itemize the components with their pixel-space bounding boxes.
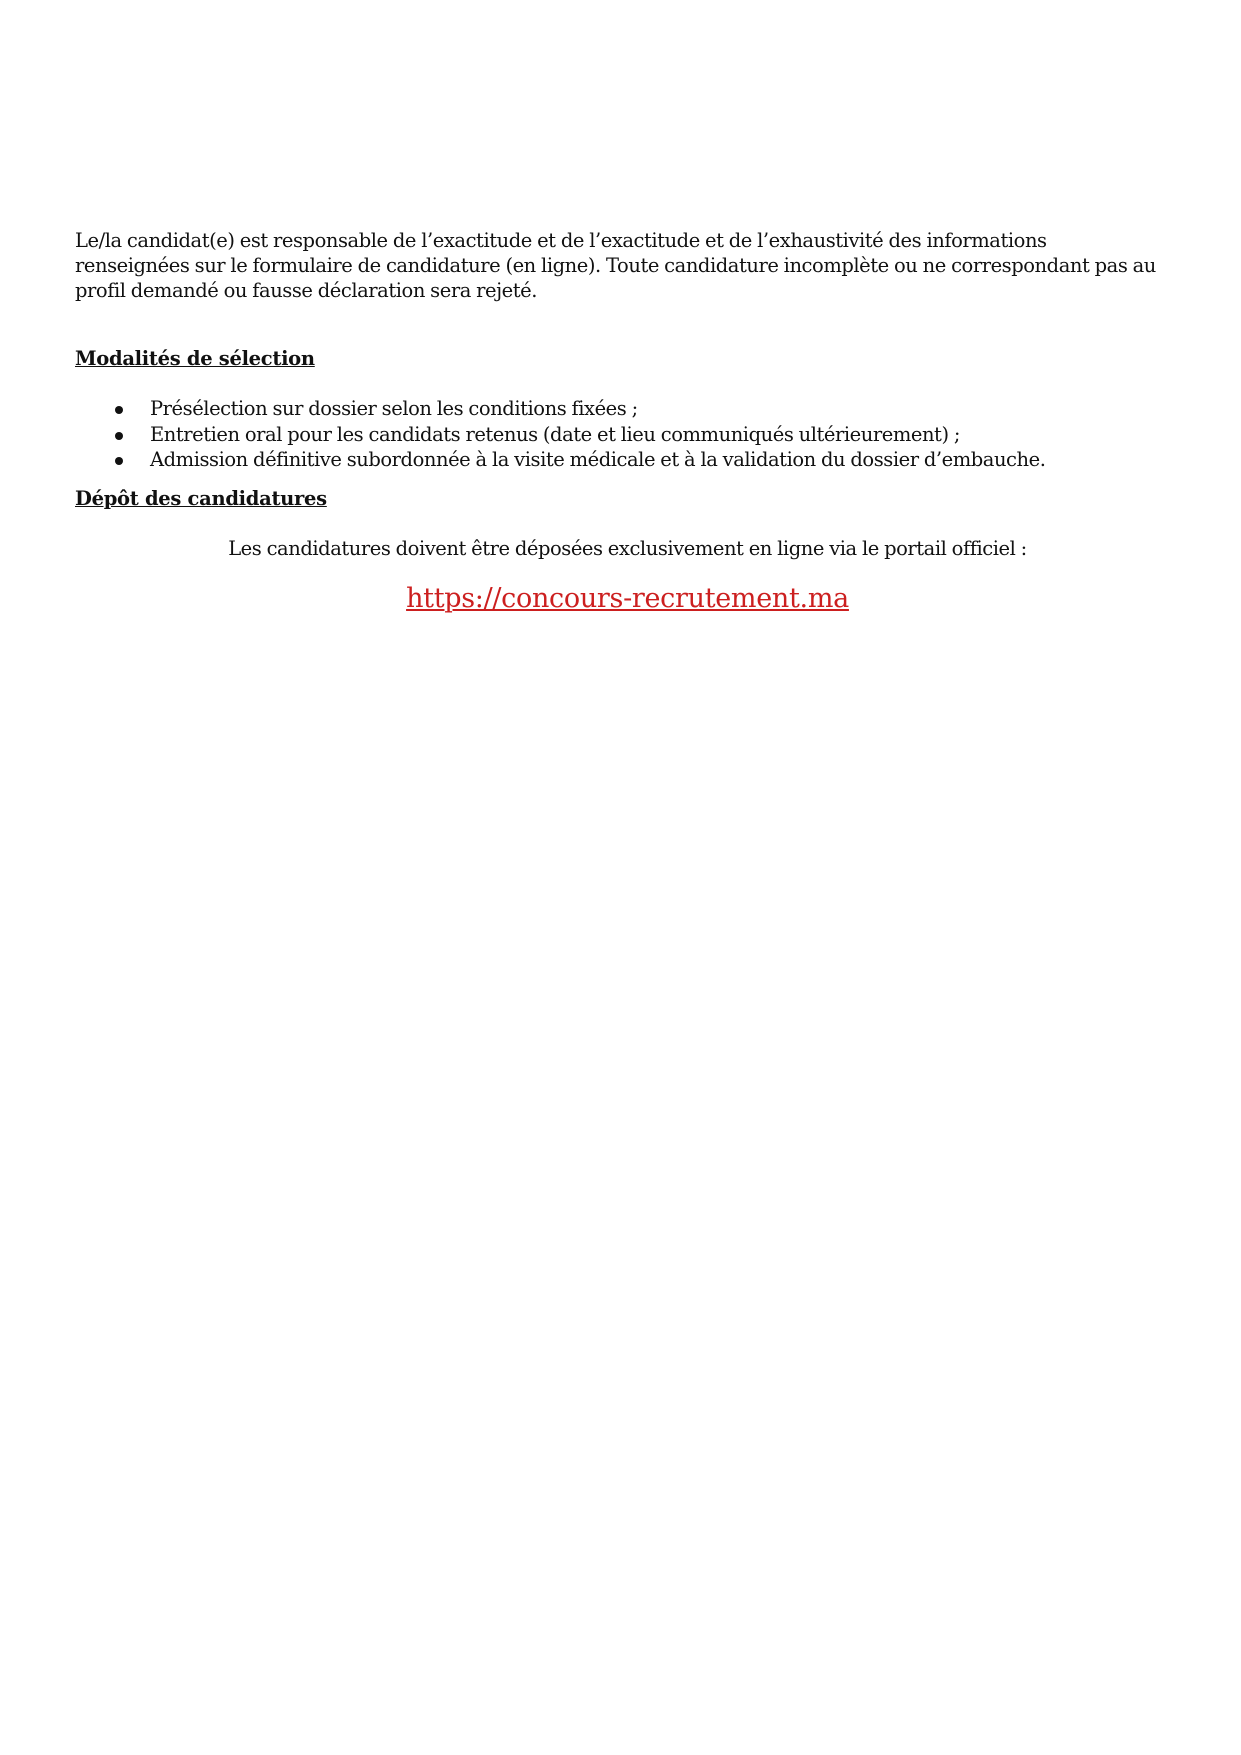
selection-heading: Modalités de sélection bbox=[75, 347, 315, 370]
portal-link-line bbox=[75, 583, 1165, 615]
list-item-text: Présélection sur dossier selon les conditions fixées ; bbox=[150, 397, 638, 420]
depot-instructions: Les candidatures doivent être déposées exclusivement en ligne via le portail officiel : bbox=[228, 536, 1027, 560]
list-item bbox=[75, 422, 1165, 448]
list-item bbox=[75, 447, 1165, 473]
list-item bbox=[75, 396, 1165, 422]
list-item-text: Admission définitive subordonnée à la visite médicale et à la validation du dossier d’embauche. bbox=[150, 448, 1046, 471]
page-content bbox=[75, 228, 1165, 615]
selection-list bbox=[75, 396, 1165, 473]
depot-heading: Dépôt des candidatures bbox=[75, 486, 327, 510]
intro-paragraph: Le/la candidat(e) est responsable de l’exactitude et de l’exactitude et de l’exhaustivité des informations renseignées sur le formulaire de candidature (en ligne). Toute candidature incomplète ou ne correspondant pas au profil demandé ou fausse déclaration sera rejeté. bbox=[75, 229, 1156, 302]
list-item-text: Entretien oral pour les candidats retenus (date et lieu communiqués ultérieurement) ; bbox=[150, 422, 960, 446]
portal-link[interactable]: https://concours-recrutement.ma bbox=[406, 582, 849, 614]
bullet-icon bbox=[115, 432, 123, 440]
bullet-icon bbox=[115, 457, 123, 465]
bullet-icon bbox=[115, 406, 123, 414]
